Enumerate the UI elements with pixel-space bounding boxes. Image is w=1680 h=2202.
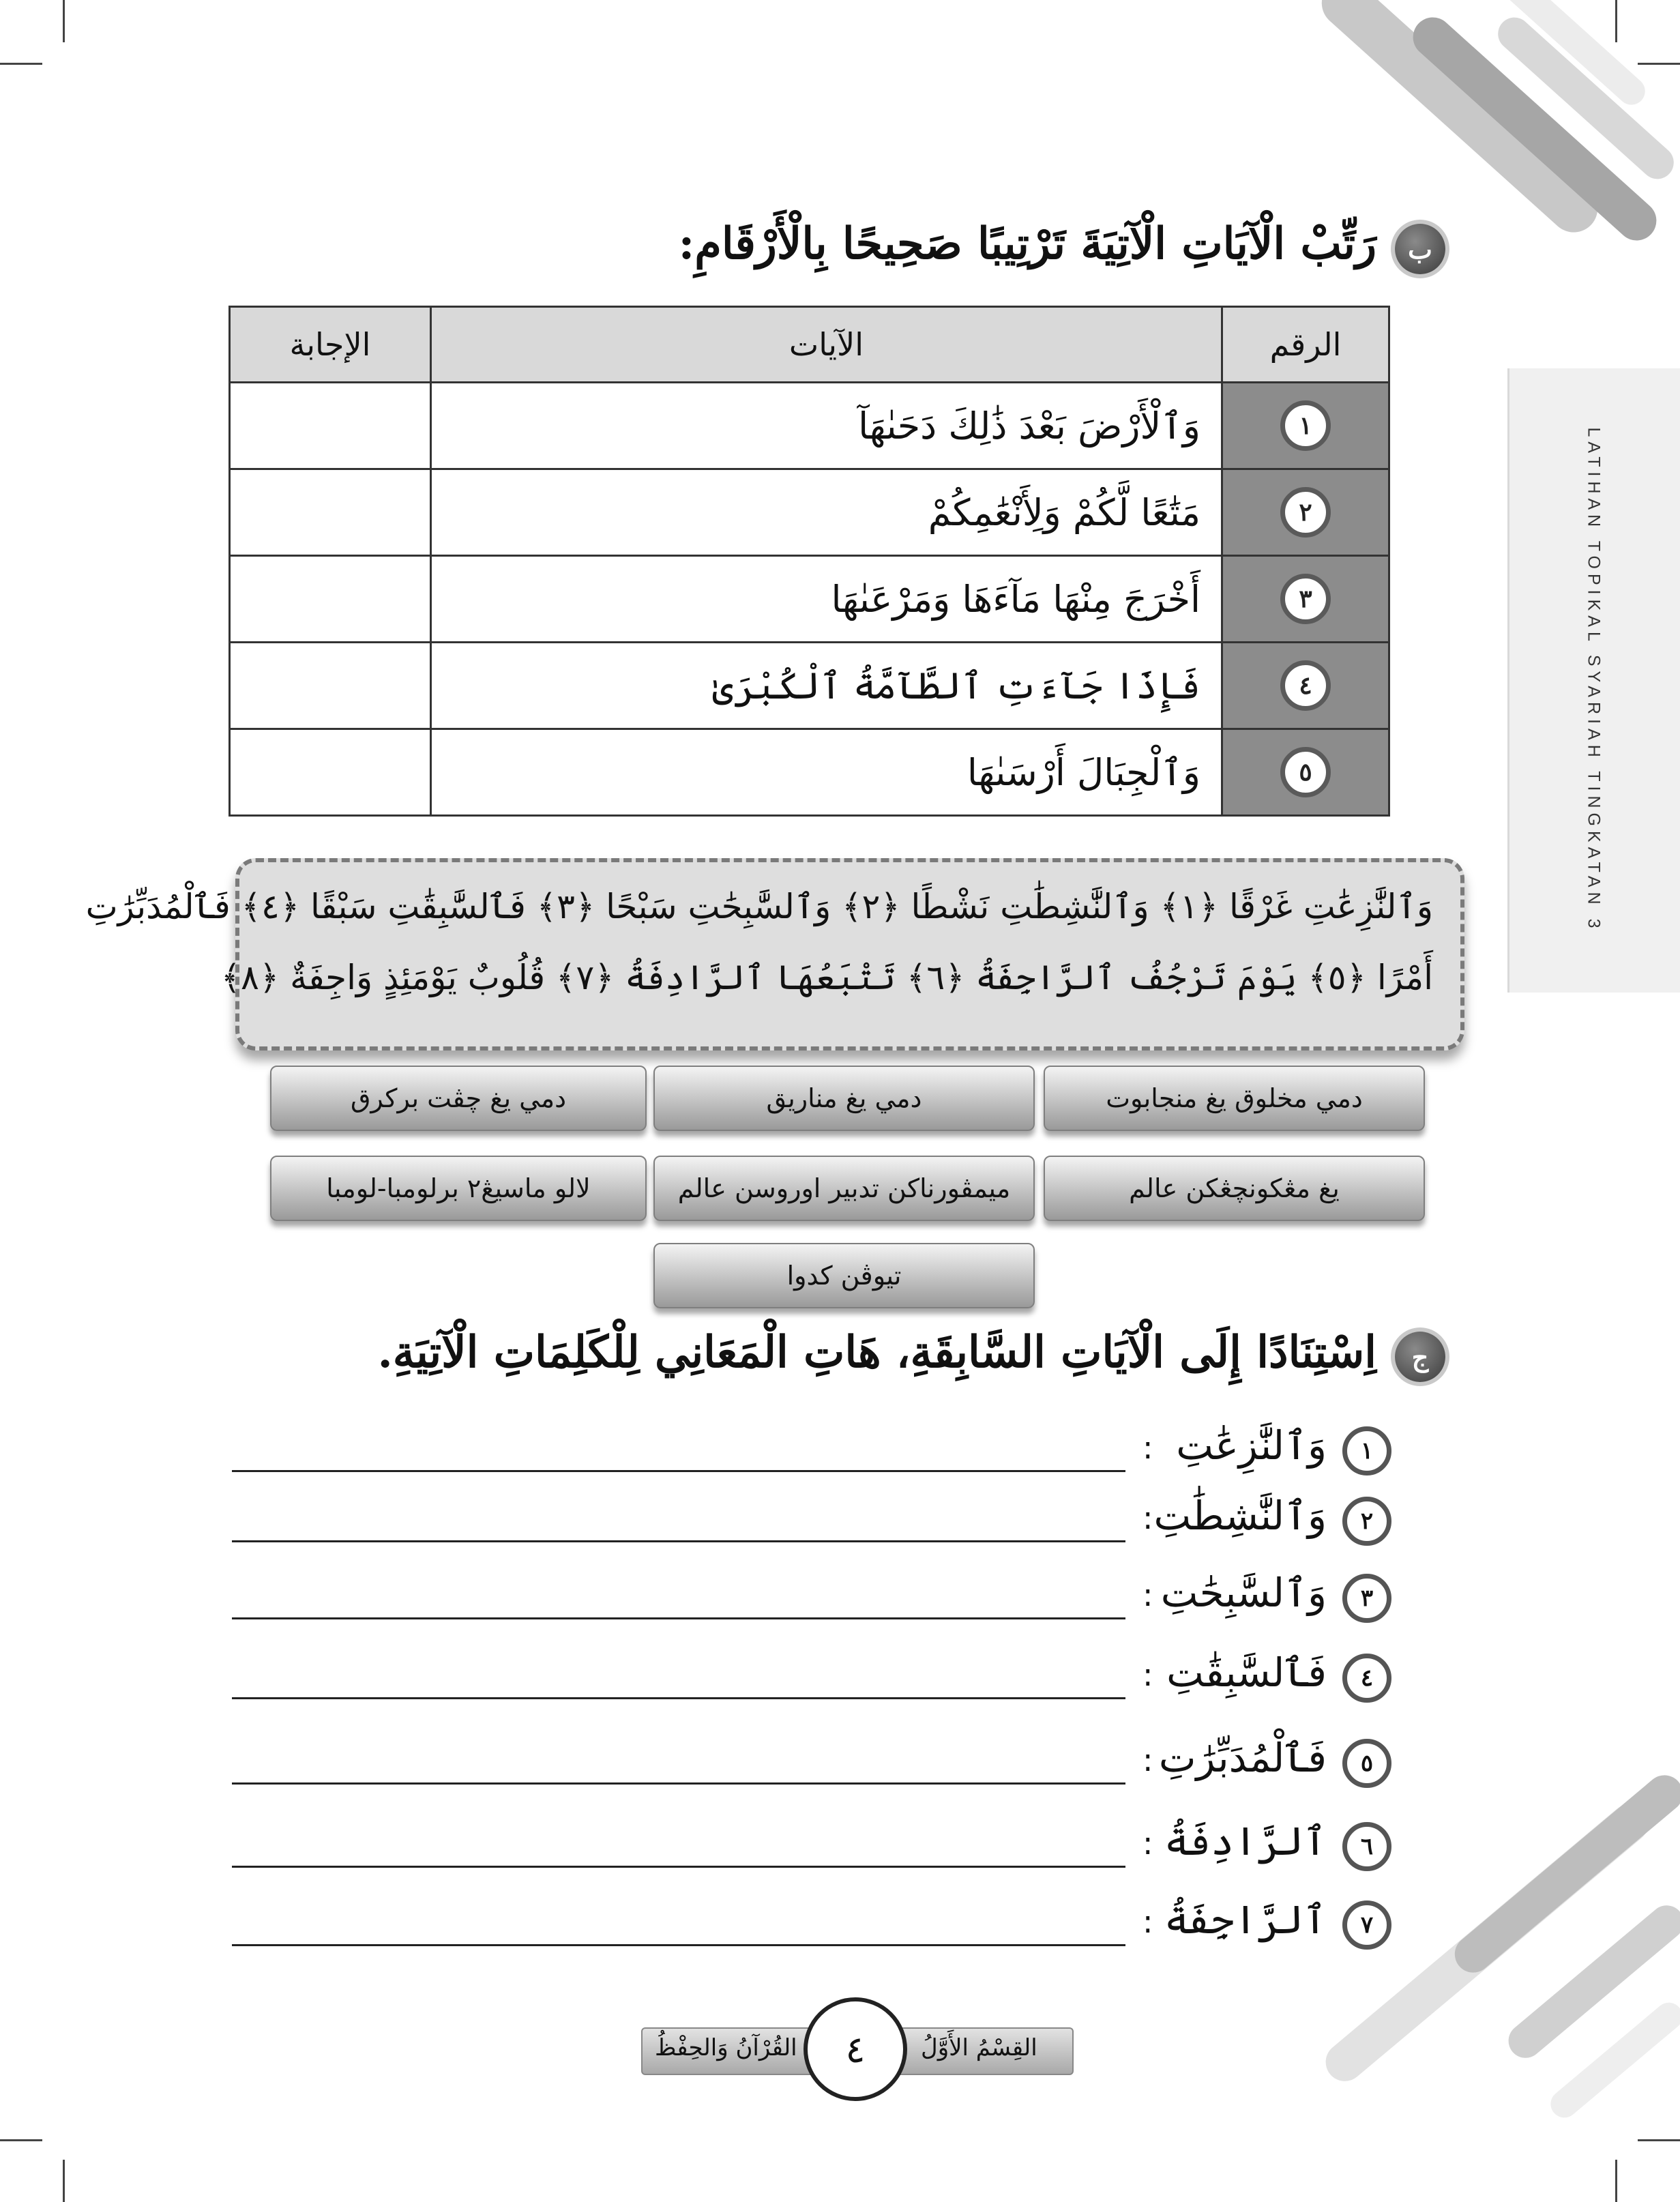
quran-verses-box (85, 858, 1464, 1051)
number-badge: ١ (1280, 400, 1331, 451)
vocab-word: فَٱلْمُدَبِّرَٰتِ (1158, 1735, 1327, 1781)
answer-line[interactable] (232, 1540, 1125, 1542)
meaning-row (232, 1422, 1391, 1491)
crop-mark (1638, 2139, 1680, 2141)
verse-cell: مَتَٰعًا لَّكُمْ وَلِأَنْعَٰمِكُمْ (431, 469, 1222, 556)
answer-cell[interactable] (230, 469, 431, 556)
meaning-option[interactable]: دمي مخلوق يغ منجابوت (1044, 1066, 1425, 1131)
item-number: ٤ (1342, 1654, 1391, 1703)
colon: : (1143, 1499, 1153, 1536)
item-number: ٣ (1342, 1574, 1391, 1623)
crop-mark (63, 0, 65, 42)
crop-mark (63, 2160, 65, 2202)
table-row (230, 643, 1389, 729)
crop-mark (0, 2139, 42, 2141)
verse-cell: أَخْرَجَ مِنْهَا مَآءَهَا وَمَرْعَىٰهَا (431, 556, 1222, 643)
item-number: ٥ (1342, 1739, 1391, 1788)
answer-line[interactable] (232, 1866, 1125, 1868)
answer-cell[interactable] (230, 729, 431, 816)
vocab-word: ٱلرَّاجِفَةُ (1164, 1896, 1327, 1943)
table-row (230, 469, 1389, 556)
answer-line[interactable] (232, 1944, 1125, 1946)
number-header: الرقم (1222, 307, 1389, 383)
answer-line[interactable] (232, 1697, 1125, 1699)
number-cell (1222, 556, 1389, 643)
answer-line[interactable] (232, 1617, 1125, 1619)
colon: : (1143, 1742, 1153, 1778)
verse-cell: وَٱلْجِبَالَ أَرْسَىٰهَا (431, 729, 1222, 816)
answer-cell[interactable] (230, 643, 431, 729)
verse-cell: وَٱلْأَرْضَ بَعْدَ ذَٰلِكَ دَحَىٰهَآ (431, 383, 1222, 469)
side-tab-label: LATIHAN TOPIKAL SYARIAH TINGKATAN 3 (1584, 427, 1604, 933)
meaning-option[interactable]: دمي يغ چڤت بركرق (270, 1066, 647, 1131)
answer-header: الإجابة (230, 307, 431, 383)
number-cell (1222, 729, 1389, 816)
colon: : (1143, 1429, 1153, 1466)
item-number: ١ (1342, 1426, 1391, 1476)
answer-line[interactable] (232, 1470, 1125, 1472)
meaning-row (232, 1818, 1391, 1886)
meaning-option[interactable]: تيوڤن كدوا (653, 1243, 1035, 1308)
colon: : (1143, 1903, 1153, 1940)
vocab-word: فَٱلسَّٰبِقَٰتِ (1166, 1649, 1327, 1696)
quran-line-1: وَٱلنَّٰزِعَٰتِ غَرْقًا ﴿١﴾ وَٱلنَّٰشِطَٰتِ نَشْطًا ﴿٢﴾ وَٱلسَّٰبِحَٰتِ سَبْحًا ﴿٣﴾ فَٱلسَّٰبِقَٰتِ سَبْقًا ﴿٤﴾ فَٱلْمُدَبِّرَٰتِ (85, 887, 1433, 926)
vocab-word: وَٱلنَّٰشِطَٰتِ (1153, 1493, 1327, 1539)
section-b-heading: رَتِّبْ الْآيَاتِ الْآتِيَةَ تَرْتِيبًا صَحِيحًا بِالْأَرْقَامِ: (678, 218, 1376, 269)
meaning-option[interactable]: لالو ماسيڠ٢ برلومبا-لومبا (270, 1156, 647, 1221)
crop-mark (1615, 0, 1617, 42)
number-badge: ٣ (1280, 574, 1331, 624)
meaning-option[interactable]: يغ مڠكونچڠكن عالم (1044, 1156, 1425, 1221)
section-c-marker: ج (1395, 1332, 1445, 1382)
table-row (230, 729, 1389, 816)
number-cell (1222, 643, 1389, 729)
number-badge: ٥ (1280, 747, 1331, 797)
meaning-row (232, 1649, 1391, 1718)
vocab-word: وَٱلنَّٰزِعَٰتِ (1176, 1422, 1327, 1469)
page-number: ٤ (804, 1997, 907, 2101)
verse-cell: فَإِذَا جَآءَتِ ٱلطَّآمَّةُ ٱلْكُبْرَىٰ (431, 643, 1222, 729)
meaning-option[interactable]: دمي يغ مناريق (653, 1066, 1035, 1131)
footer-unit-label: القُرْآنُ وَالحِفْظُ (655, 2034, 797, 2061)
meaning-option[interactable]: ميمڤورناكن تدبير اوروسن عالم (653, 1156, 1035, 1221)
number-badge: ٤ (1280, 660, 1331, 711)
number-cell (1222, 383, 1389, 469)
section-c-heading: اِسْتِنَادًا إِلَى الْآيَاتِ السَّابِقَةِ، هَاتِ الْمَعَانِي لِلْكَلِمَاتِ الْآتِيَةِ. (377, 1327, 1376, 1378)
crop-mark (0, 63, 42, 65)
number-cell (1222, 469, 1389, 556)
table-row (230, 556, 1389, 643)
meaning-row (232, 1735, 1391, 1803)
item-number: ٧ (1342, 1900, 1391, 1950)
colon: : (1143, 1825, 1153, 1862)
vocab-word: ٱلرَّادِفَةُ (1164, 1818, 1327, 1864)
crop-mark (1638, 63, 1680, 65)
colon: : (1143, 1656, 1153, 1693)
answer-line[interactable] (232, 1782, 1125, 1785)
table-row (230, 383, 1389, 469)
number-badge: ٢ (1280, 487, 1331, 538)
quran-line-2: أَمْرًا ﴿٥﴾ يَوْمَ تَرْجُفُ ٱلرَّاجِفَةُ ﴿٦﴾ تَتْبَعُهَا ٱلرَّادِفَةُ ﴿٧﴾ قُلُوبٌ يَوْمَئِذٍ وَاجِفَةٌ ﴿٨﴾ (220, 958, 1433, 997)
verse-order-table (229, 306, 1390, 817)
vocab-word: وَٱلسَّٰبِحَٰتِ (1160, 1570, 1327, 1616)
footer-section-label: القِسْمُ الأَوَّلُ (921, 2034, 1037, 2061)
meaning-row (232, 1896, 1391, 1965)
meaning-row (232, 1493, 1391, 1561)
verses-header: الآيات (431, 307, 1222, 383)
item-number: ٦ (1342, 1822, 1391, 1871)
answer-cell[interactable] (230, 383, 431, 469)
colon: : (1143, 1576, 1153, 1613)
table-header-row (230, 307, 1389, 383)
section-b-marker: ب (1395, 224, 1445, 274)
item-number: ٢ (1342, 1497, 1391, 1546)
answer-cell[interactable] (230, 556, 431, 643)
meaning-row (232, 1570, 1391, 1638)
crop-mark (1615, 2160, 1617, 2202)
